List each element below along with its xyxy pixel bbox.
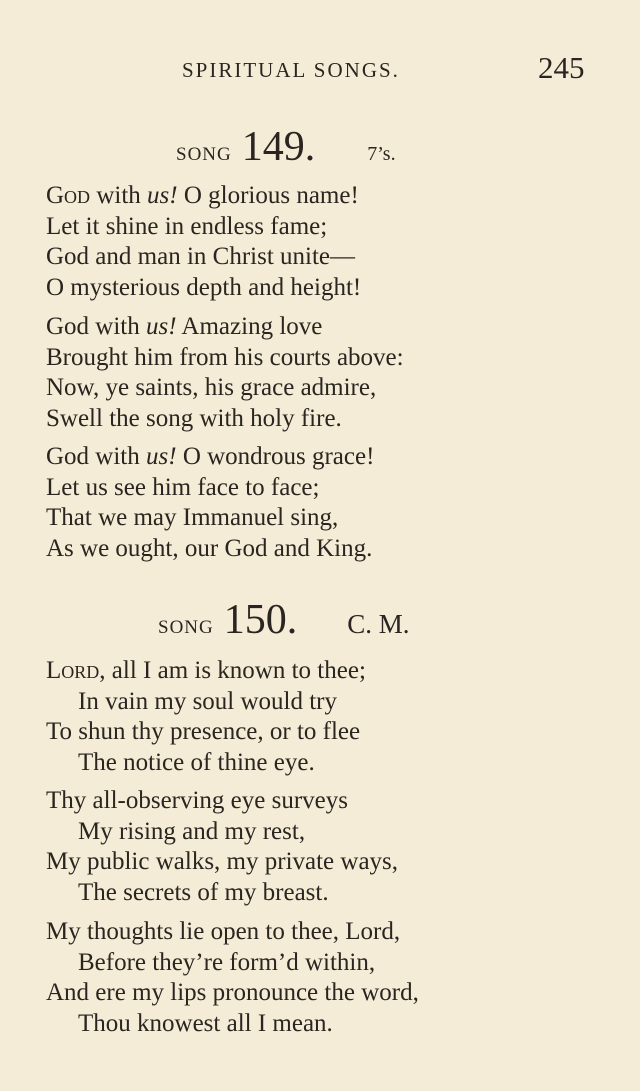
verse-text: O wondrous grace! bbox=[176, 443, 375, 470]
song-number: 149. bbox=[241, 124, 316, 170]
song-number: 150. bbox=[223, 597, 298, 643]
verse-line: Swell the song with holy fire. bbox=[46, 404, 342, 432]
small-caps-word: God bbox=[46, 182, 91, 209]
song-149-stanza-3 bbox=[46, 442, 374, 564]
verse-text: Amazing love bbox=[176, 313, 323, 340]
verse-text: , all I am is known to thee; bbox=[99, 657, 366, 684]
verse-line: O mysterious depth and height! bbox=[46, 273, 362, 301]
verse-line: Let it shine in endless fame; bbox=[46, 212, 328, 240]
song-149-stanza-1 bbox=[46, 181, 361, 303]
verse-line: Brought him from his courts above: bbox=[46, 343, 404, 371]
song-word: song bbox=[176, 136, 232, 166]
verse-line: God and man in Christ unite— bbox=[46, 243, 355, 270]
verse-text: God with bbox=[46, 443, 146, 470]
song-149-heading bbox=[176, 123, 396, 171]
song-150-heading bbox=[158, 596, 410, 644]
verse-line: Let us see him face to face; bbox=[46, 473, 320, 501]
verse-text: with bbox=[90, 182, 148, 209]
song-meter: 7’s. bbox=[367, 143, 396, 165]
page-number: 245 bbox=[538, 50, 585, 85]
verse-line bbox=[46, 656, 366, 687]
verse-line: As we ought, our God and King. bbox=[46, 534, 373, 562]
verse-line bbox=[46, 181, 361, 212]
italic-word: us! bbox=[146, 313, 177, 340]
verse-line: And ere my lips pronounce the word, bbox=[46, 979, 419, 1006]
song-meter: C. M. bbox=[347, 609, 410, 639]
italic-word: us! bbox=[146, 443, 177, 470]
verse-line: My rising and my rest, bbox=[78, 817, 306, 845]
song-150-stanza-2 bbox=[46, 786, 398, 908]
verse-line: Thou knowest all I mean. bbox=[78, 1009, 333, 1037]
verse-text: God with bbox=[46, 313, 146, 340]
verse-line: Before they’re form’d within, bbox=[78, 948, 376, 976]
verse-line: Thy all-observing eye surveys bbox=[46, 787, 349, 814]
small-caps-word: Lord bbox=[46, 657, 100, 684]
verse-line: In vain my soul would try bbox=[78, 687, 338, 715]
verse-line bbox=[46, 312, 404, 343]
verse-line: The secrets of my breast. bbox=[78, 878, 329, 906]
song-150-stanza-3 bbox=[46, 917, 419, 1039]
italic-word: us! bbox=[147, 182, 178, 209]
verse-text: O glorious name! bbox=[177, 182, 359, 209]
verse-line: To shun thy presence, or to flee bbox=[46, 718, 361, 745]
running-head: SPIRITUAL SONGS. bbox=[182, 58, 400, 82]
verse-line: The notice of thine eye. bbox=[78, 748, 315, 776]
verse-line bbox=[46, 442, 374, 473]
song-149-stanza-2 bbox=[46, 312, 404, 434]
verse-line: My thoughts lie open to thee, Lord, bbox=[46, 918, 401, 945]
verse-line: Now, ye saints, his grace admire, bbox=[46, 374, 377, 401]
verse-line: My public walks, my private ways, bbox=[46, 848, 399, 875]
song-word: song bbox=[158, 609, 214, 639]
verse-line: That we may Immanuel sing, bbox=[46, 504, 339, 531]
song-150-stanza-1 bbox=[46, 656, 366, 778]
